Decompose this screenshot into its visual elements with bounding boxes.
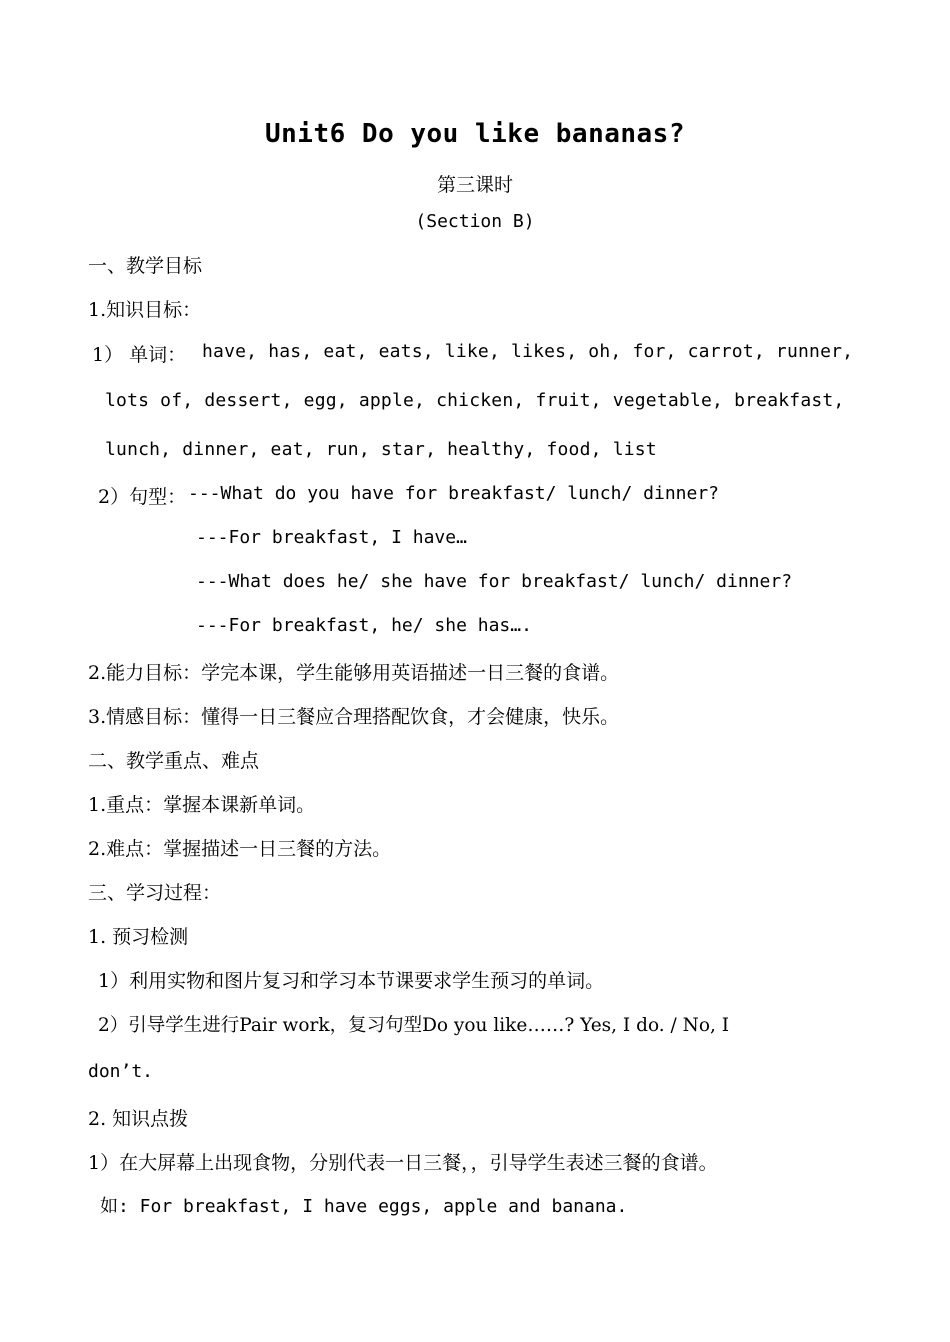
words-line-3: lunch, dinner, eat, run, star, healthy, food, list xyxy=(105,439,657,460)
heading-objectives: 一、教学目标 xyxy=(88,255,203,277)
words-line-2: lots of, dessert, egg, apple, chicken, fruit, vegetable, breakfast, xyxy=(105,390,845,411)
knowledge-objective-label: 1.知识目标： xyxy=(88,299,202,321)
step-preview-item-2-cont: don’t. xyxy=(88,1061,154,1082)
step-knowledge-item-1: 1）在大屏幕上出现食物，分别代表一日三餐，，引导学生表述三餐的食谱。 xyxy=(88,1152,718,1174)
pattern-2: ---For breakfast, I have… xyxy=(196,527,467,548)
step-preview-item-2: 2）引导学生进行Pair work，复习句型Do you like……? Yes, I do. / No, I xyxy=(98,1015,730,1036)
step-knowledge-example xyxy=(100,1192,627,1218)
step-preview: 1. 预习检测 xyxy=(88,926,189,948)
step-knowledge: 2. 知识点拨 xyxy=(88,1108,189,1130)
pattern-4: ---For breakfast, he/ she has…. xyxy=(196,615,532,636)
heading-process: 三、学习过程： xyxy=(88,882,222,904)
emotion-objective: 3.情感目标：懂得一日三餐应合理搭配饮食，才会健康，快乐。 xyxy=(88,706,620,728)
section-label: (Section B) xyxy=(415,211,535,232)
pattern-3: ---What does he/ she have for breakfast/ lunch/ dinner? xyxy=(196,571,793,592)
key-point: 1.重点：掌握本课新单词。 xyxy=(88,794,316,816)
document-title: Unit6 Do you like bananas? xyxy=(265,119,685,149)
difficult-point: 2.难点：掌握描述一日三餐的方法。 xyxy=(88,838,392,860)
heading-key-points: 二、教学重点、难点 xyxy=(88,750,260,772)
words-label: 1） 单词： xyxy=(92,344,187,366)
lesson-label: 第三课时 xyxy=(436,174,513,196)
step-preview-item-1: 1）利用实物和图片复习和学习本节课要求学生预习的单词。 xyxy=(98,970,605,992)
pattern-1: ---What do you have for breakfast/ lunch/ dinner? xyxy=(188,483,720,504)
example-text: 如: For breakfast, I have eggs, apple and banana. xyxy=(100,1196,628,1217)
words-line-1: have, has, eat, eats, like, likes, oh, for, carrot, runner, xyxy=(202,341,854,362)
ability-objective: 2.能力目标：学完本课，学生能够用英语描述一日三餐的食谱。 xyxy=(88,662,620,684)
pattern-label: 2）句型： xyxy=(98,486,187,508)
